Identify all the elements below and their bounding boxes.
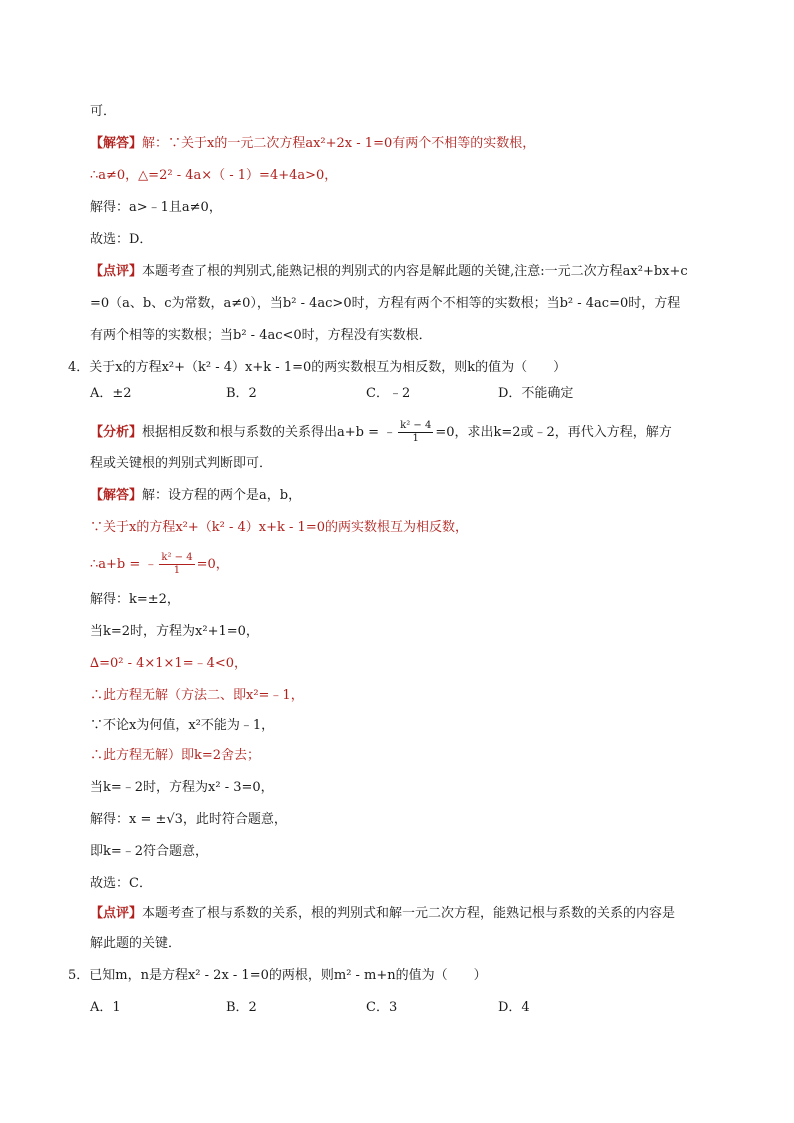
answer-tag: 【解答】 [90, 488, 143, 503]
q5-option-a: A．1 [90, 1000, 121, 1015]
text-line: ∴a+b = ﹣ $\frac{\text{k² − 4}}{1}$ =0， [90, 552, 229, 576]
text-line: 当k=2时，方程为x²+1=0， [90, 624, 259, 639]
text-line: ∴a≠0，△=2² - 4a×（ - 1）=4+4a>0， [90, 168, 338, 183]
text-line: ∴此方程无解（方法二、即x²=﹣1， [90, 688, 304, 703]
text-line: 故选：C． [90, 876, 152, 891]
q4-option-d: D．不能确定 [498, 386, 574, 401]
text-line: ∵关于x的方程x²+（k² - 4）x+k - 1=0的两实数根互为相反数， [90, 520, 468, 535]
text-line: =0（a、b、c为常数，a≠0），当b² - 4ac>0时，方程有两个不相等的实数根；当b² - 4ac=0时，方程 [90, 296, 681, 311]
q5-option-c: C．3 [366, 1000, 398, 1015]
fraction: $\frac{\text{k² − 4}}{1}$ [161, 552, 193, 576]
q5-option-d: D．4 [498, 1000, 530, 1015]
text-line: 解得：k=±2， [90, 592, 180, 607]
text-line: 解得：x = ±√3，此时符合题意， [90, 812, 287, 827]
text-line: ∴此方程无解）即k=2舍去； [90, 748, 261, 763]
answer-line: 【解答】解：∵关于x的一元二次方程ax²+2x - 1=0有两个不相等的实数根， [90, 136, 536, 151]
analysis-line: 【分析】根据相反数和根与系数的关系得出a+b = ﹣ $\frac{\text{k² − 4}}{1}$ =0，求出k=2或﹣2，再代入方程，解方 [90, 420, 672, 444]
text-line: 可． [90, 104, 117, 119]
answer-line: 【解答】解：设方程的两个是a，b， [90, 488, 302, 503]
answer-tag: 【解答】 [90, 136, 143, 151]
analysis-tag: 【分析】 [90, 425, 143, 440]
text-line: ∵不论x为何值，x²不能为﹣1， [90, 718, 275, 733]
text-line: 解得：a>﹣1且a≠0， [90, 200, 222, 215]
text-line: ∆=0² - 4×1×1=﹣4<0， [90, 656, 248, 671]
question-4: 4．关于x的方程x²+（k² - 4）x+k - 1=0的两实数根互为相反数，则k的值为（ ） [68, 360, 567, 375]
q4-option-a: A．±2 [90, 386, 132, 401]
q4-option-b: B．2 [226, 386, 257, 401]
text-line: 即k=﹣2符合题意， [90, 844, 209, 859]
text-line: 故选：D． [90, 232, 153, 247]
question-5: 5．已知m，n是方程x² - 2x - 1=0的两根，则m² - m+n的值为（ ） [68, 968, 487, 983]
comment-tag: 【点评】 [90, 906, 143, 921]
text-line: 当k=﹣2时，方程为x² - 3=0， [90, 780, 274, 795]
fraction: $\frac{\text{k² − 4}}{1}$ [400, 420, 432, 444]
q4-option-c: C．﹣2 [366, 386, 411, 401]
text-line: 程或关键根的判别式判断即可． [90, 456, 273, 471]
text-line: 解此题的关键． [90, 936, 182, 951]
comment-line: 【点评】本题考查了根与系数的关系，根的判别式和解一元二次方程，能熟记根与系数的关系的内容是 [90, 906, 676, 921]
text-line: 有两个相等的实数根；当b² - 4ac<0时，方程没有实数根． [90, 328, 432, 343]
q5-option-b: B．2 [226, 1000, 257, 1015]
comment-tag: 【点评】 [90, 264, 143, 279]
comment-line: 【点评】本题考查了根的判别式,能熟记根的判别式的内容是解此题的关键,注意:一元二次方程ax²+bx+c [90, 264, 688, 279]
